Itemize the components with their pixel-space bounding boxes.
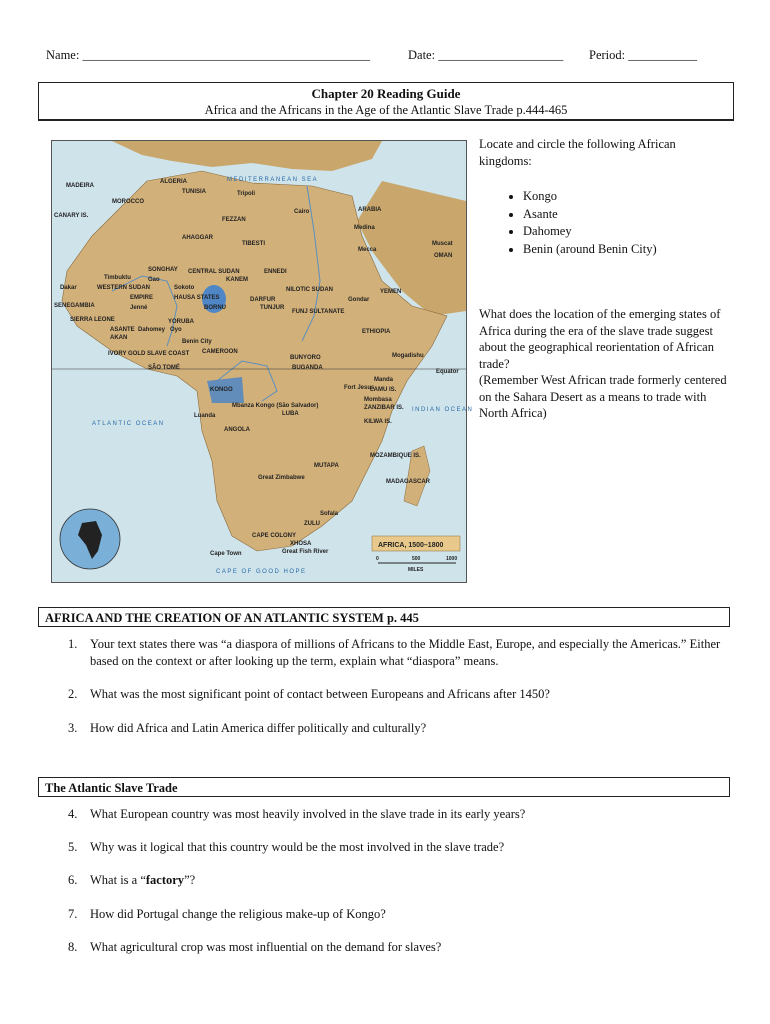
map-label-tunisia: TUNISIA bbox=[182, 189, 206, 195]
map-label-luanda: Luanda bbox=[194, 413, 216, 419]
map-label-gao: Gao bbox=[148, 277, 160, 283]
question-text: How did Portugal change the religious make-up of Kongo? bbox=[90, 907, 386, 921]
map-label-empire: EMPIRE bbox=[130, 295, 154, 301]
map-label-kilwa: KILWA IS. bbox=[364, 419, 392, 425]
map-label-nilotic: NILOTIC SUDAN bbox=[286, 287, 333, 293]
question-1 bbox=[68, 636, 728, 670]
map-label-medina: Medina bbox=[354, 225, 375, 231]
map-label-dakar: Dakar bbox=[60, 285, 77, 291]
question-number: 6. bbox=[68, 873, 78, 887]
map-label-med: MEDITERRANEAN SEA bbox=[227, 177, 319, 183]
map-label-xhosa: XHOSA bbox=[290, 541, 312, 547]
map-label-mombasa: Mombasa bbox=[364, 397, 392, 403]
kingdoms-instructions bbox=[479, 136, 731, 258]
map-label-muscat: Muscat bbox=[432, 241, 453, 247]
map-label-yemen: YEMEN bbox=[380, 289, 402, 295]
africa-map bbox=[51, 140, 474, 583]
question-text-pre: What is a “ bbox=[90, 873, 146, 887]
map-label-senegambia: SENEGAMBIA bbox=[54, 303, 95, 309]
map-label-ahaggar: AHAGGAR bbox=[182, 235, 213, 241]
question-term-factory: factory bbox=[145, 873, 185, 887]
question-text: What European country was most heavily involved in the slave trade in its early years? bbox=[90, 807, 526, 821]
map-label-central-sudan: CENTRAL SUDAN bbox=[188, 269, 240, 275]
question-text: Your text states there was “a diaspora of millions of Africans to the Middle East, Europe, and especially the Americas.” Either based on the context or after looking up the term, explain what “diaspora” means. bbox=[90, 637, 721, 668]
map-label-sokoto: Sokoto bbox=[174, 285, 195, 291]
map-label-kanem: KANEM bbox=[226, 277, 248, 283]
map-label-cape-good-hope: CAPE OF GOOD HOPE bbox=[216, 569, 307, 575]
map-label-lamu: LAMU IS. bbox=[370, 387, 397, 393]
map-label-mogadishu: Mogadishu bbox=[392, 353, 424, 359]
question-text: What agricultural crop was most influential on the demand for slaves? bbox=[90, 940, 442, 954]
question-text: Why was it logical that this country would be the most involved in the slave trade? bbox=[90, 840, 505, 854]
map-label-sierra-leone: SIERRA LEONE bbox=[70, 317, 115, 323]
map-label-buganda: BUGANDA bbox=[292, 365, 323, 371]
map-label-western-sudan: WESTERN SUDAN bbox=[97, 285, 151, 291]
map-label-sofala: Sofala bbox=[320, 511, 339, 517]
question-text: How did Africa and Latin America differ politically and culturally? bbox=[90, 721, 427, 735]
question-8 bbox=[68, 939, 728, 956]
map-label-ennedi: ENNEDI bbox=[264, 269, 287, 275]
question-number: 4. bbox=[68, 807, 78, 821]
map-label-zanzibar: ZANZIBAR IS. bbox=[364, 405, 404, 411]
question-4 bbox=[68, 806, 728, 823]
question-6 bbox=[68, 872, 728, 889]
scale-unit: MILES bbox=[408, 567, 424, 573]
location-question-note: (Remember West African trade formerly centered on the Sahara Desert as a means to trade with North Africa) bbox=[479, 373, 727, 420]
map-label-bornu: BORNU bbox=[204, 305, 226, 311]
map-label-asante: ASANTE bbox=[110, 327, 135, 333]
question-text bbox=[90, 872, 728, 889]
scale-label-1000: 1000 bbox=[446, 556, 458, 562]
map-label-cameroon: CAMEROON bbox=[202, 349, 238, 355]
question-number: 2. bbox=[68, 687, 78, 701]
question-number: 3. bbox=[68, 721, 78, 735]
map-label-tunjur: TUNJUR bbox=[260, 305, 285, 311]
europe-landmass bbox=[112, 141, 382, 171]
map-label-cape-town: Cape Town bbox=[210, 551, 242, 557]
map-label-mecca: Mecca bbox=[358, 247, 377, 253]
map-label-mutapa: MUTAPA bbox=[314, 463, 339, 469]
location-question-text: What does the location of the emerging states of Africa during the era of the slave trade suggest about the geographical reorientation of African trade? bbox=[479, 307, 721, 371]
title-box bbox=[38, 82, 734, 121]
location-question bbox=[479, 306, 731, 422]
kingdom-item: • Dahomey bbox=[523, 223, 731, 241]
map-label-algeria: ALGERIA bbox=[160, 179, 187, 185]
kingdom-item: • Benin (around Benin City) bbox=[523, 241, 731, 259]
map-label-ivory: IVORY GOLD SLAVE COAST bbox=[108, 351, 190, 357]
section-heading-slave-trade: The Atlantic Slave Trade bbox=[38, 777, 730, 797]
question-3 bbox=[68, 720, 728, 737]
map-label-hausa: HAUSA STATES bbox=[174, 295, 220, 301]
map-label-mozambique: MOZAMBIQUE IS. bbox=[370, 453, 421, 459]
map-label-darfur: DARFUR bbox=[250, 297, 276, 303]
map-label-great-zimbabwe: Great Zimbabwe bbox=[258, 475, 305, 481]
question-text: What was the most significant point of contact between Europeans and Africans after 1450? bbox=[90, 687, 550, 701]
question-2 bbox=[68, 686, 728, 703]
question-text-post: ”? bbox=[184, 873, 196, 887]
map-label-funj: FUNJ SULTANATE bbox=[292, 309, 345, 315]
kingdom-item: • Kongo bbox=[523, 188, 731, 206]
map-label-timbuktu: Timbuktu bbox=[104, 275, 131, 281]
date-field[interactable]: Date: ____________________ bbox=[408, 48, 564, 62]
map-canvas bbox=[52, 141, 474, 582]
map-label-oyo: Oyo bbox=[170, 327, 182, 333]
map-label-dahomey: Dahomey bbox=[138, 327, 166, 333]
map-label-oman: OMAN bbox=[434, 253, 453, 259]
map-label-bunyoro: BUNYORO bbox=[290, 355, 321, 361]
question-7 bbox=[68, 906, 728, 923]
map-label-gondar: Gondar bbox=[348, 297, 370, 303]
map-label-mbanza: Mbanza Kongo (São Salvador) bbox=[232, 403, 319, 409]
map-label-great-fish: Great Fish River bbox=[282, 549, 329, 555]
map-label-yoruba: YORUBA bbox=[168, 319, 195, 325]
map-legend-title: AFRICA, 1500–1800 bbox=[378, 542, 444, 549]
map-label-songhay: SONGHAY bbox=[148, 267, 178, 273]
map-label-manda: Manda bbox=[374, 377, 394, 383]
map-label-morocco: MOROCCO bbox=[112, 199, 144, 205]
page-title: Chapter 20 Reading Guide bbox=[311, 86, 461, 101]
map-label-equator: Equator bbox=[436, 369, 459, 375]
scale-label-0: 0 bbox=[376, 556, 379, 562]
map-label-kongo: KONGO bbox=[210, 387, 233, 393]
map-label-akan: AKAN bbox=[110, 335, 128, 341]
map-label-canary: CANARY IS. bbox=[54, 213, 89, 219]
map-label-angola: ANGOLA bbox=[224, 427, 250, 433]
period-field[interactable]: Period: ___________ bbox=[589, 48, 697, 62]
question-number: 8. bbox=[68, 940, 78, 954]
map-label-madagascar: MADAGASCAR bbox=[386, 479, 430, 485]
map-label-tripoli: Tripoli bbox=[237, 191, 255, 197]
kingdom-item: • Asante bbox=[523, 206, 731, 224]
question-number: 1. bbox=[68, 637, 78, 651]
kingdoms-intro: Locate and circle the following African kingdoms: bbox=[479, 137, 676, 168]
map-label-sao-tome: SÃO TOMÉ bbox=[148, 365, 180, 371]
scale-label-500: 500 bbox=[412, 556, 421, 562]
map-label-luba: LUBA bbox=[282, 411, 299, 417]
map-label-atlantic: ATLANTIC OCEAN bbox=[92, 421, 165, 427]
map-label-jenne: Jenné bbox=[130, 305, 148, 311]
map-label-zulu: ZULU bbox=[304, 521, 320, 527]
map-label-tibesti: TIBESTI bbox=[242, 241, 266, 247]
question-5 bbox=[68, 839, 728, 856]
section-heading-atlantic-system: AFRICA AND THE CREATION OF AN ATLANTIC SYSTEM p. 445 bbox=[38, 607, 730, 627]
map-label-madeira: MADEIRA bbox=[66, 183, 94, 189]
map-label-ethiopia: ETHIOPIA bbox=[362, 329, 391, 335]
name-field[interactable]: Name: ______________________________________________ bbox=[46, 48, 370, 62]
map-label-fort-jesus: Fort Jesus bbox=[344, 385, 375, 391]
kingdoms-list bbox=[479, 188, 731, 258]
page-subtitle: Africa and the Africans in the Age of the Atlantic Slave Trade p.444-465 bbox=[204, 103, 568, 117]
map-label-benin-city: Benin City bbox=[182, 339, 212, 345]
map-label-cairo: Cairo bbox=[294, 209, 310, 215]
map-label-indian: INDIAN OCEAN bbox=[412, 407, 474, 413]
map-label-arabia: ARABIA bbox=[358, 207, 382, 213]
map-label-cape-colony: CAPE COLONY bbox=[252, 533, 297, 539]
question-number: 7. bbox=[68, 907, 78, 921]
map-label-fezzan: FEZZAN bbox=[222, 217, 246, 223]
question-number: 5. bbox=[68, 840, 78, 854]
